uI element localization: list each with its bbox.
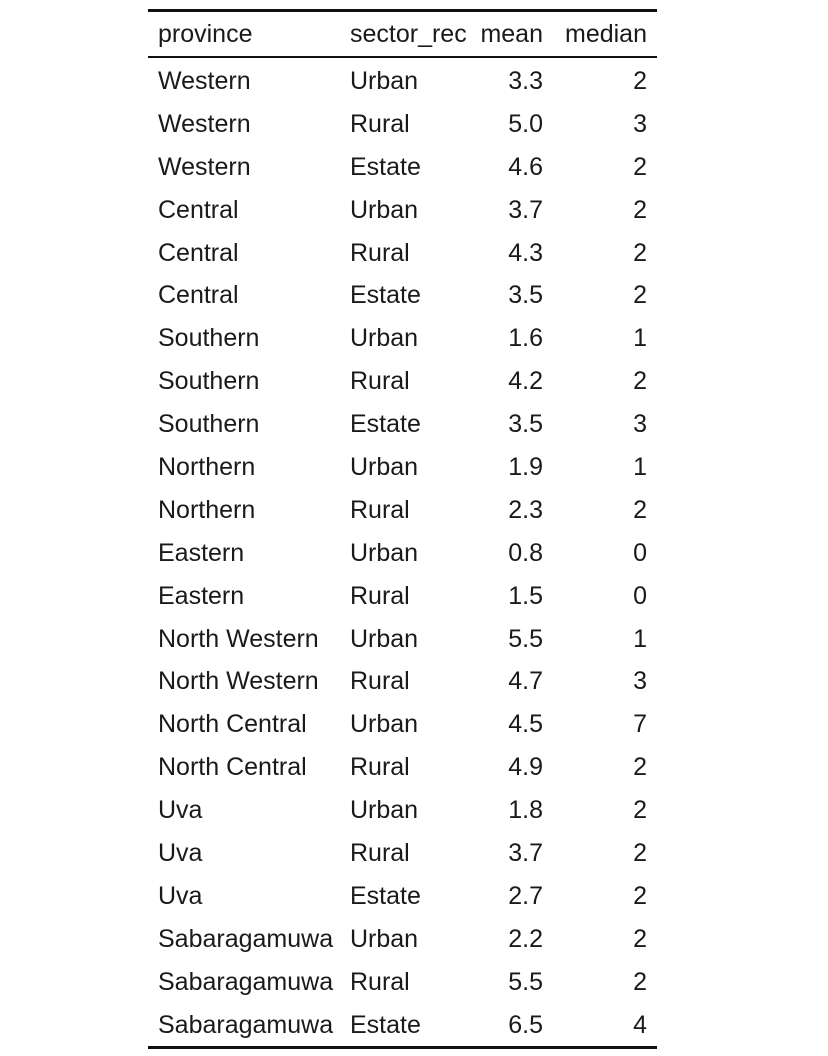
cell-median: 2: [633, 66, 647, 95]
table-row: [148, 703, 657, 746]
cell-median: 3: [633, 109, 647, 138]
cell-mean: 4.9: [508, 753, 543, 782]
cell-mean: 5.0: [508, 109, 543, 138]
cell-province: North Western: [158, 667, 319, 696]
cell-mean: 0.8: [508, 538, 543, 567]
cell-mean: 2.2: [508, 924, 543, 953]
table-row: [148, 360, 657, 403]
cell-median: 3: [633, 667, 647, 696]
header-sector-rec: sector_rec: [340, 11, 475, 58]
cell-median: 3: [633, 410, 647, 439]
cell-median: 2: [633, 881, 647, 910]
cell-mean: 4.3: [508, 238, 543, 267]
cell-province: Southern: [158, 367, 260, 396]
cell-median: 0: [633, 538, 647, 567]
cell-mean: 5.5: [508, 624, 543, 653]
table-row: [148, 746, 657, 789]
cell-province: Central: [158, 195, 239, 224]
table-row: [148, 57, 657, 103]
cell-median: 0: [633, 581, 647, 610]
cell-mean: 3.5: [508, 281, 543, 310]
cell-mean: 3.3: [508, 66, 543, 95]
cell-province: Sabaragamuwa: [158, 924, 334, 953]
cell-mean: 2.3: [508, 495, 543, 524]
table-row: [148, 832, 657, 875]
cell-sector-rec: Rural: [350, 238, 410, 267]
cell-mean: 5.5: [508, 967, 543, 996]
table-row: [148, 789, 657, 832]
cell-median: 2: [633, 838, 647, 867]
cell-sector-rec: Estate: [350, 881, 421, 910]
table-row: [148, 189, 657, 232]
cell-province: Western: [158, 109, 251, 138]
cell-sector-rec: Urban: [350, 195, 419, 224]
summary-table-container: [148, 9, 657, 1049]
table-row: [148, 918, 657, 961]
cell-median: 2: [633, 152, 647, 181]
cell-province: Northern: [158, 495, 256, 524]
cell-province: Eastern: [158, 581, 245, 610]
cell-mean: 1.6: [508, 324, 543, 353]
header-mean: mean: [475, 11, 553, 58]
cell-median: 7: [633, 710, 647, 739]
cell-sector-rec: Estate: [350, 281, 421, 310]
table-row: [148, 317, 657, 360]
cell-province: Uva: [158, 838, 203, 867]
cell-sector-rec: Urban: [350, 624, 419, 653]
cell-median: 2: [633, 967, 647, 996]
table-row: [148, 489, 657, 532]
cell-median: 2: [633, 281, 647, 310]
header-province: province: [148, 11, 340, 58]
cell-sector-rec: Rural: [350, 109, 410, 138]
cell-mean: 1.8: [508, 796, 543, 825]
cell-province: Western: [158, 152, 251, 181]
table-row: [148, 618, 657, 661]
cell-median: 2: [633, 796, 647, 825]
cell-sector-rec: Estate: [350, 410, 421, 439]
table-row: [148, 961, 657, 1004]
cell-sector-rec: Urban: [350, 452, 419, 481]
header-row: [148, 11, 657, 58]
table-row: [148, 274, 657, 317]
cell-median: 1: [633, 624, 647, 653]
cell-sector-rec: Estate: [350, 152, 421, 181]
cell-median: 2: [633, 924, 647, 953]
table-row: [148, 146, 657, 189]
cell-sector-rec: Urban: [350, 710, 419, 739]
header-median: median: [553, 11, 657, 58]
table-row: [148, 1004, 657, 1048]
cell-sector-rec: Rural: [350, 495, 410, 524]
cell-mean: 4.7: [508, 667, 543, 696]
cell-mean: 1.9: [508, 452, 543, 481]
cell-province: Central: [158, 281, 239, 310]
cell-province: Southern: [158, 324, 260, 353]
cell-median: 1: [633, 324, 647, 353]
table-row: [148, 103, 657, 146]
table-row: [148, 575, 657, 618]
table-header: [148, 11, 657, 58]
cell-sector-rec: Rural: [350, 667, 410, 696]
cell-mean: 3.5: [508, 410, 543, 439]
cell-sector-rec: Rural: [350, 367, 410, 396]
cell-mean: 6.5: [508, 1010, 543, 1039]
cell-province: Western: [158, 66, 251, 95]
cell-median: 2: [633, 495, 647, 524]
cell-sector-rec: Urban: [350, 66, 419, 95]
table-row: [148, 403, 657, 446]
cell-sector-rec: Rural: [350, 581, 410, 610]
cell-median: 2: [633, 238, 647, 267]
cell-median: 4: [633, 1010, 647, 1039]
table-row: [148, 875, 657, 918]
cell-province: Central: [158, 238, 239, 267]
cell-median: 2: [633, 195, 647, 224]
cell-median: 2: [633, 367, 647, 396]
cell-mean: 4.6: [508, 152, 543, 181]
cell-mean: 4.5: [508, 710, 543, 739]
cell-sector-rec: Urban: [350, 924, 419, 953]
cell-province: North Central: [158, 710, 307, 739]
table-row: [148, 232, 657, 275]
cell-province: Southern: [158, 410, 260, 439]
cell-mean: 2.7: [508, 881, 543, 910]
cell-sector-rec: Rural: [350, 838, 410, 867]
cell-mean: 3.7: [508, 838, 543, 867]
cell-mean: 1.5: [508, 581, 543, 610]
cell-sector-rec: Urban: [350, 796, 419, 825]
table-row: [148, 660, 657, 703]
cell-mean: 4.2: [508, 367, 543, 396]
cell-province: North Central: [158, 753, 307, 782]
cell-province: Northern: [158, 452, 256, 481]
cell-sector-rec: Estate: [350, 1010, 421, 1039]
table-row: [148, 446, 657, 489]
cell-province: Sabaragamuwa: [158, 967, 334, 996]
cell-mean: 3.7: [508, 195, 543, 224]
cell-province: North Western: [158, 624, 319, 653]
cell-sector-rec: Urban: [350, 324, 419, 353]
cell-province: Uva: [158, 796, 203, 825]
cell-province: Sabaragamuwa: [158, 1010, 334, 1039]
table-row: [148, 532, 657, 575]
cell-province: Eastern: [158, 538, 245, 567]
cell-sector-rec: Urban: [350, 538, 419, 567]
cell-median: 2: [633, 753, 647, 782]
cell-median: 1: [633, 452, 647, 481]
cell-province: Uva: [158, 881, 203, 910]
summary-table: [148, 9, 657, 1049]
cell-sector-rec: Rural: [350, 967, 410, 996]
table-body: [148, 57, 657, 1048]
cell-sector-rec: Rural: [350, 753, 410, 782]
